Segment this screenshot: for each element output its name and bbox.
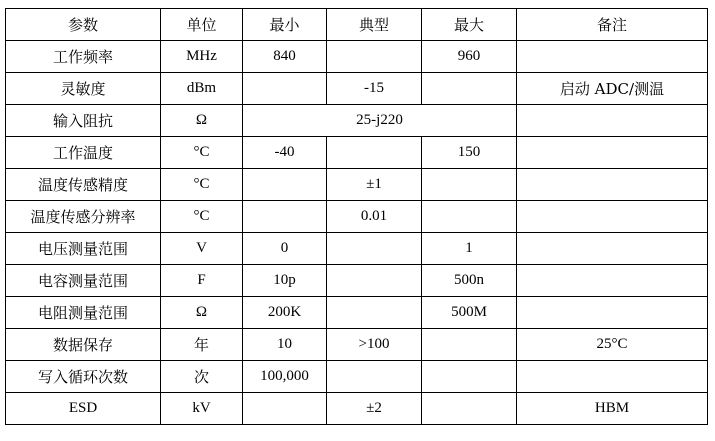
parameter-cell: 温度传感分辨率	[6, 201, 161, 233]
parameter-cell: 温度传感精度	[6, 169, 161, 201]
table-row	[6, 329, 708, 361]
notes-cell	[517, 201, 708, 233]
unit-cell: dBm	[161, 73, 243, 105]
unit-cell: V	[161, 233, 243, 265]
table-row	[6, 73, 708, 105]
typical-cell	[327, 361, 422, 393]
notes-cell: HBM	[517, 393, 708, 425]
header-max: 最大	[422, 9, 517, 41]
header-notes: 备注	[517, 9, 708, 41]
max-cell	[422, 201, 517, 233]
max-cell: 500n	[422, 265, 517, 297]
notes-cell: 启动 ADC/测温	[517, 73, 708, 105]
table-row	[6, 265, 708, 297]
parameter-cell: 工作温度	[6, 137, 161, 169]
table-row	[6, 393, 708, 425]
header-unit: 单位	[161, 9, 243, 41]
notes-cell	[517, 297, 708, 329]
table-row	[6, 361, 708, 393]
unit-cell: F	[161, 265, 243, 297]
min-cell	[243, 73, 327, 105]
max-cell: 960	[422, 41, 517, 73]
max-cell	[422, 329, 517, 361]
parameter-cell: 数据保存	[6, 329, 161, 361]
typical-cell	[327, 41, 422, 73]
unit-cell: MHz	[161, 41, 243, 73]
header-typical: 典型	[327, 9, 422, 41]
unit-cell: Ω	[161, 105, 243, 137]
table-header	[6, 9, 708, 41]
notes-cell	[517, 105, 708, 137]
table-row	[6, 169, 708, 201]
table-row	[6, 297, 708, 329]
notes-cell: 25°C	[517, 329, 708, 361]
header-parameter: 参数	[6, 9, 161, 41]
notes-cell	[517, 361, 708, 393]
parameter-cell: 灵敏度	[6, 73, 161, 105]
table-body	[6, 41, 708, 425]
unit-cell: kV	[161, 393, 243, 425]
typical-cell	[327, 137, 422, 169]
notes-cell	[517, 41, 708, 73]
table-row	[6, 201, 708, 233]
table-row	[6, 233, 708, 265]
parameter-cell: ESD	[6, 393, 161, 425]
typical-cell	[327, 297, 422, 329]
parameter-cell: 写入循环次数	[6, 361, 161, 393]
parameter-cell: 电容测量范围	[6, 265, 161, 297]
header-min: 最小	[243, 9, 327, 41]
min-cell: 0	[243, 233, 327, 265]
max-cell	[422, 169, 517, 201]
typical-cell: ±2	[327, 393, 422, 425]
max-cell: 1	[422, 233, 517, 265]
max-cell	[422, 73, 517, 105]
unit-cell: Ω	[161, 297, 243, 329]
table-row	[6, 41, 708, 73]
impedance-cell: 25-j220	[243, 105, 517, 137]
max-cell: 500M	[422, 297, 517, 329]
unit-cell: °C	[161, 169, 243, 201]
max-cell	[422, 393, 517, 425]
parameter-cell: 输入阻抗	[6, 105, 161, 137]
min-cell	[243, 169, 327, 201]
typical-cell	[327, 233, 422, 265]
typical-cell: 0.01	[327, 201, 422, 233]
unit-cell: 年	[161, 329, 243, 361]
typical-cell: -15	[327, 73, 422, 105]
table-row	[6, 105, 708, 137]
table-row	[6, 137, 708, 169]
max-cell	[422, 361, 517, 393]
typical-cell: >100	[327, 329, 422, 361]
notes-cell	[517, 233, 708, 265]
min-cell	[243, 201, 327, 233]
min-cell	[243, 393, 327, 425]
typical-cell: ±1	[327, 169, 422, 201]
unit-cell: °C	[161, 137, 243, 169]
unit-cell: °C	[161, 201, 243, 233]
min-cell: 10	[243, 329, 327, 361]
parameter-cell: 电压测量范围	[6, 233, 161, 265]
typical-cell	[327, 265, 422, 297]
min-cell: 200K	[243, 297, 327, 329]
min-cell: 840	[243, 41, 327, 73]
notes-cell	[517, 169, 708, 201]
notes-cell	[517, 265, 708, 297]
parameter-cell: 电阻测量范围	[6, 297, 161, 329]
min-cell: 10p	[243, 265, 327, 297]
min-cell: 100,000	[243, 361, 327, 393]
max-cell: 150	[422, 137, 517, 169]
parameter-cell: 工作频率	[6, 41, 161, 73]
unit-cell: 次	[161, 361, 243, 393]
spec-table	[5, 8, 708, 425]
min-cell: -40	[243, 137, 327, 169]
notes-cell	[517, 137, 708, 169]
header-row	[6, 9, 708, 41]
